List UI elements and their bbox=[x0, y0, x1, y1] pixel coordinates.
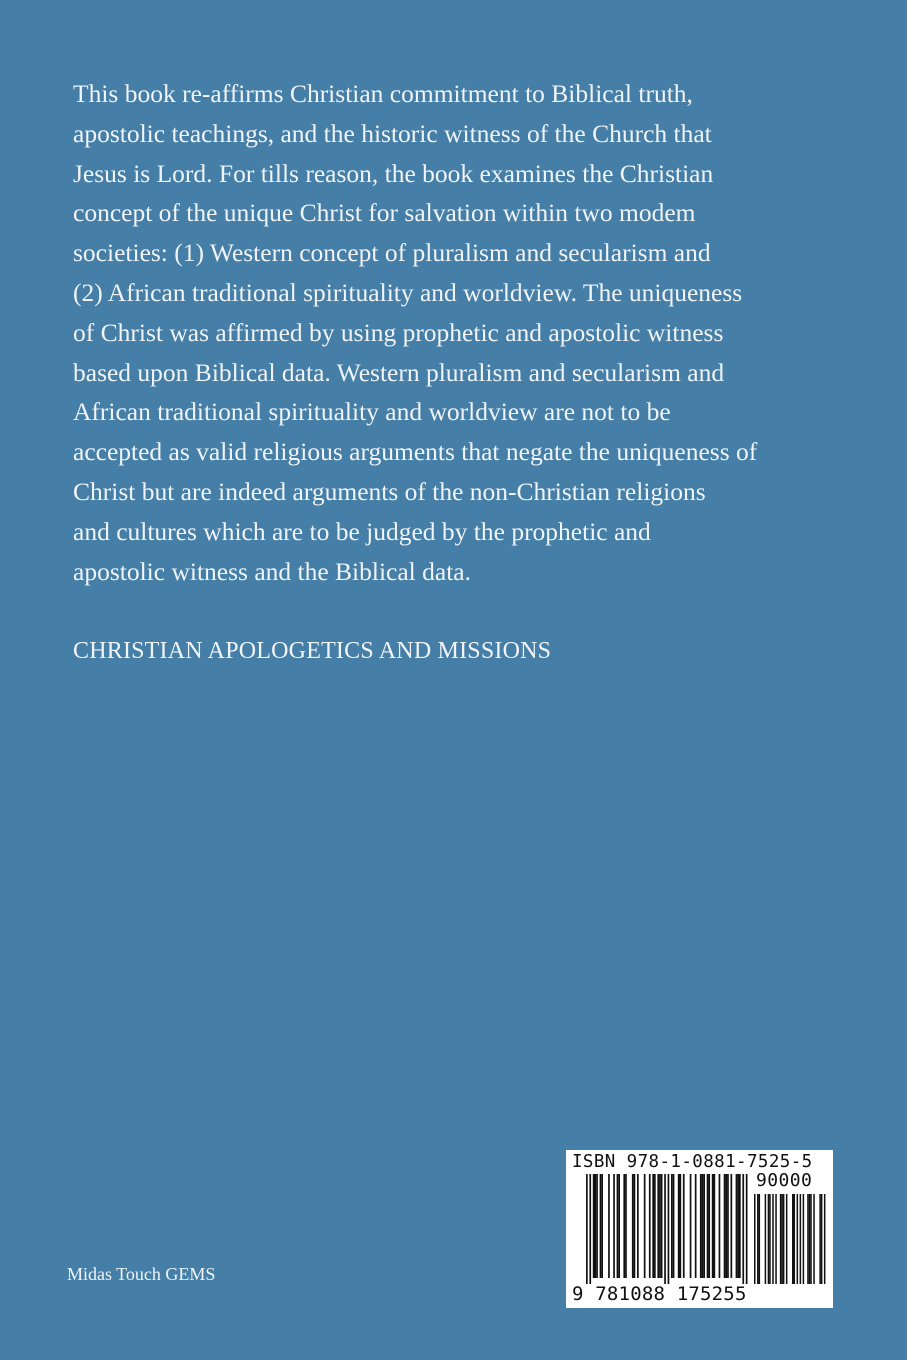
blurb-line: (2) African traditional spirituality and worldview. The uniqueness bbox=[73, 277, 743, 307]
barcode-bar bbox=[634, 1174, 636, 1278]
barcode-bar bbox=[673, 1174, 675, 1278]
blurb-line: accepted as valid religious arguments that negate the uniqueness of bbox=[73, 437, 758, 467]
barcode-bar bbox=[644, 1174, 646, 1278]
barcode-bar bbox=[678, 1174, 680, 1278]
barcode-bar bbox=[813, 1194, 815, 1284]
barcode-bar bbox=[821, 1194, 823, 1284]
barcode-bar bbox=[824, 1194, 826, 1284]
blurb-line: apostolic teachings, and the historic witness of the Church that bbox=[73, 118, 712, 148]
barcode-bar bbox=[707, 1174, 709, 1278]
barcode-bar bbox=[703, 1174, 705, 1278]
barcode-bar bbox=[754, 1194, 756, 1284]
barcode-bar bbox=[797, 1194, 799, 1284]
barcode-bar bbox=[719, 1174, 721, 1278]
barcode-bar bbox=[819, 1194, 821, 1284]
barcode-bar bbox=[731, 1174, 733, 1278]
barcode-bar bbox=[800, 1194, 802, 1284]
barcode-bar bbox=[724, 1174, 726, 1278]
barcode-bar bbox=[739, 1174, 741, 1278]
barcode-bar bbox=[680, 1174, 682, 1278]
barcode-bar bbox=[613, 1174, 615, 1278]
barcode-bar bbox=[608, 1174, 610, 1278]
barcode-bar bbox=[654, 1174, 656, 1278]
barcode-bar bbox=[781, 1194, 783, 1284]
blurb-line: Christ but are indeed arguments of the non-Christian religions bbox=[73, 476, 706, 506]
blurb-line: and cultures which are to be judged by the prophetic and bbox=[73, 516, 651, 546]
blurb-paragraph bbox=[73, 74, 813, 591]
barcode-bar bbox=[769, 1194, 771, 1284]
barcode-bar bbox=[683, 1174, 685, 1278]
addon-digits: 90000 bbox=[756, 1170, 813, 1191]
barcode-bar bbox=[810, 1194, 812, 1284]
blurb-line: Jesus is Lord. For tills reason, the book examines the Christian bbox=[73, 158, 714, 188]
ean-digits: 9 781088 175255 bbox=[572, 1283, 747, 1305]
barcode-bar bbox=[702, 1174, 704, 1278]
barcode-bar bbox=[625, 1174, 627, 1278]
barcode-bar bbox=[809, 1194, 811, 1284]
barcode-bar bbox=[700, 1174, 702, 1278]
barcode-guard-bar bbox=[742, 1174, 744, 1284]
barcode-bar bbox=[623, 1174, 625, 1278]
series-title: CHRISTIAN APOLOGETICS AND MISSIONS bbox=[73, 638, 552, 664]
barcode-bar bbox=[792, 1194, 794, 1284]
barcode-bar bbox=[708, 1174, 710, 1278]
barcode-bar bbox=[659, 1174, 661, 1278]
barcode-guard-bar bbox=[589, 1174, 591, 1284]
blurb-line: apostolic witness and the Biblical data. bbox=[73, 556, 471, 586]
barcode-bar bbox=[786, 1194, 788, 1284]
barcode-bar bbox=[657, 1174, 659, 1278]
blurb-line: societies: (1) Western concept of pluralism and secularism and bbox=[73, 238, 711, 268]
barcode-bar bbox=[714, 1174, 716, 1278]
blurb-line: based upon Biblical data. Western pluralism and secularism and bbox=[73, 357, 725, 387]
barcode-guard-bar bbox=[586, 1174, 588, 1284]
barcode-bar bbox=[595, 1174, 597, 1278]
barcode-guard-bar bbox=[664, 1174, 666, 1284]
barcode-bar bbox=[712, 1174, 714, 1278]
barcode-bar bbox=[727, 1174, 729, 1278]
barcode-bar bbox=[661, 1174, 663, 1278]
barcode-bar bbox=[736, 1174, 738, 1278]
barcode-bar bbox=[783, 1194, 785, 1284]
barcode-bar bbox=[772, 1194, 774, 1284]
barcode-bar bbox=[632, 1174, 634, 1278]
barcode-bar bbox=[780, 1194, 782, 1284]
barcode-bar bbox=[737, 1174, 739, 1278]
barcode-bar bbox=[618, 1174, 620, 1278]
barcode-bar bbox=[601, 1174, 603, 1278]
barcode-bar bbox=[690, 1174, 692, 1278]
blurb-line: This book re-affirms Christian commitment to Biblical truth, bbox=[73, 79, 693, 108]
barcode-bar bbox=[759, 1194, 761, 1284]
barcode-bar bbox=[765, 1194, 767, 1284]
barcode-bar bbox=[775, 1194, 777, 1284]
barcode-guard-bar bbox=[668, 1174, 670, 1284]
blurb-line: concept of the unique Christ for salvation within two modem bbox=[73, 198, 696, 228]
barcode-bar bbox=[596, 1174, 598, 1278]
barcode-guard-bar bbox=[746, 1174, 748, 1284]
barcode-bar bbox=[600, 1174, 602, 1278]
barcode-bar bbox=[652, 1174, 654, 1278]
barcode-bar bbox=[671, 1174, 673, 1278]
barcode-bar bbox=[725, 1174, 727, 1278]
barcode-bar bbox=[768, 1194, 770, 1284]
barcode-bar bbox=[593, 1174, 595, 1278]
barcode-bar bbox=[649, 1174, 651, 1278]
isbn-barcode bbox=[566, 1150, 833, 1308]
barcode-bar bbox=[695, 1174, 697, 1278]
publisher-name: Midas Touch GEMS bbox=[67, 1264, 216, 1284]
barcode-bar bbox=[617, 1174, 619, 1278]
barcode-bar bbox=[807, 1194, 809, 1284]
isbn-label: ISBN 978-1-0881-7525-5 bbox=[572, 1152, 813, 1172]
barcode-bar bbox=[794, 1194, 796, 1284]
blurb-line: African traditional spirituality and worldview are not to be bbox=[73, 397, 671, 427]
barcode-bar bbox=[803, 1194, 805, 1284]
barcode-bar bbox=[637, 1174, 639, 1278]
blurb-line: of Christ was affirmed by using prophetic and apostolic witness bbox=[73, 317, 724, 347]
barcode-bar bbox=[757, 1194, 759, 1284]
